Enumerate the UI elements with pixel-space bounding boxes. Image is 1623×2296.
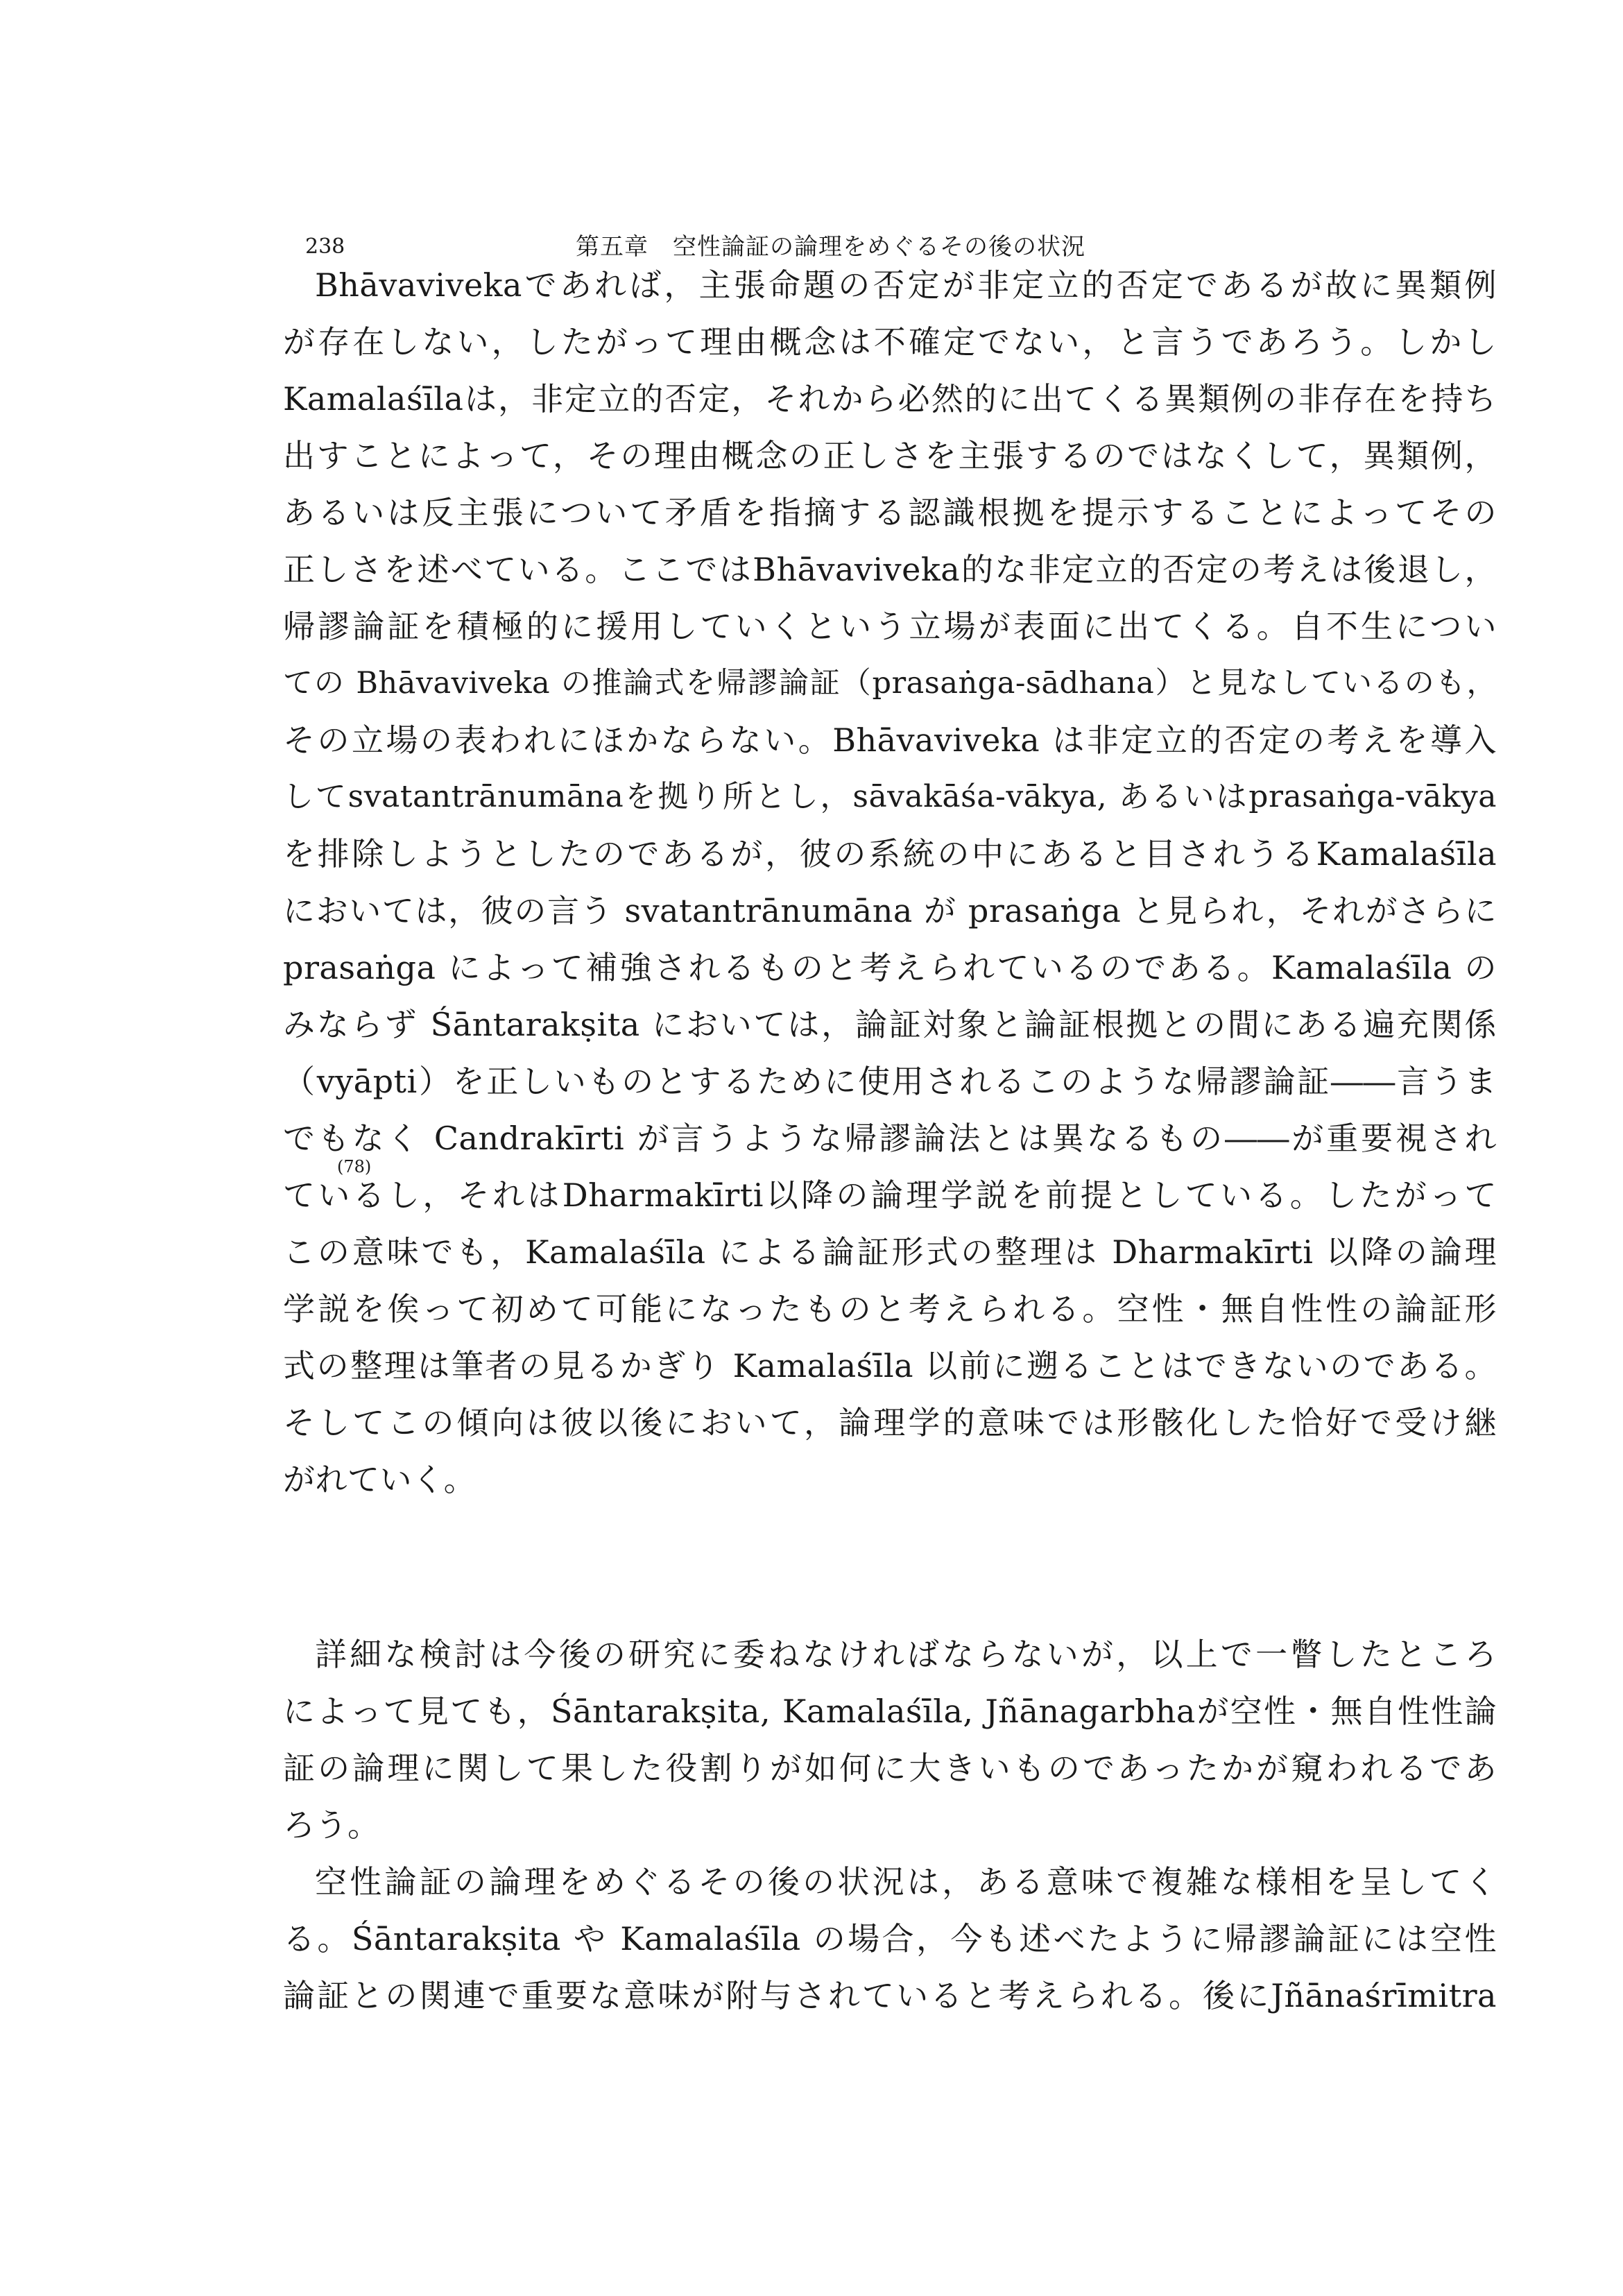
text-line: 詳細な検討は今後の研究に委ねなければならないが，以上で一瞥したところ — [315, 1636, 1497, 1673]
text-line: 論証との関連で重要な意味が附与されていると考えられる。後にJñānaśrīmitra — [283, 1977, 1497, 2014]
text-line: 帰謬論証を積極的に援用していくという立場が表面に出てくる。自不生につい — [283, 608, 1497, 645]
text-line: 空性論証の論理をめぐるその後の状況は，ある意味で複雑な様相を呈してく — [315, 1863, 1497, 1901]
text-line: みならず Śāntarakṣita においては，論証対象と論証根拠との間にある遍充関係 — [283, 1006, 1497, 1043]
text-line: あるいは反主張について矛盾を指摘する認識根拠を提示することによってその — [283, 494, 1497, 531]
text-line: 出すことによって，その理由概念の正しさを主張するのではなくして，異類例， — [283, 437, 1497, 474]
text-line: によって見ても，Śāntarakṣita, Kamalaśīla, Jñānagarbhaが空性・無自性性論 — [283, 1693, 1497, 1730]
text-line: （vyāpti）を正しいものとするために使用されるこのような帰謬論証――言うま — [283, 1063, 1497, 1100]
text-line: でもなく Candrakīrti が言うような帰謬論法とは異なるもの――が重要視され — [283, 1120, 1497, 1157]
text-line: においては，彼の言う svatantrānumāna が prasaṅga と見られ，それがさらに — [283, 892, 1497, 929]
text-line: Kamalaśīlaは，非定立的否定，それから必然的に出てくる異類例の非存在を持ち — [283, 380, 1497, 418]
text-line: 式の整理は筆者の見るかぎり Kamalaśīla 以前に遡ることはできないのである。 — [283, 1347, 1497, 1385]
text-line: prasaṅga によって補強されるものと考えられているのである。Kamalaśīla の — [283, 949, 1497, 986]
text-line: る。Śāntarakṣita や Kamalaśīla の場合，今も述べたように帰謬論証には空性 — [283, 1920, 1497, 1957]
text-line: Bhāvavivekaであれば，主張命題の否定が非定立的否定であるが故に異類例 — [315, 266, 1497, 304]
text-line: 正しさを述べている。ここではBhāvaviveka的な非定立的否定の考えは後退し， — [283, 551, 1497, 588]
text-line: が存在しない，したがって理由概念は不確定でない，と言うであろう。しかし — [283, 323, 1497, 361]
text-line: してsvatantrānumānaを拠り所とし，sāvakāśa-vākya, あるいはprasaṅga-vākya — [283, 779, 1497, 814]
text-line: ての Bhāvaviveka の推論式を帰謬論証（prasaṅga-sādhana）と見なしているのも， — [283, 666, 1497, 701]
text-line: がれていく。 — [283, 1461, 476, 1498]
page-number: 238 — [305, 234, 345, 259]
running-title: 第五章 空性論証の論理をめぐるその後の状況 — [576, 233, 1085, 261]
text-line: 学説を俟って初めて可能になったものと考えられる。空性・無自性性の論証形 — [283, 1290, 1497, 1328]
text-line: ているし，それはDharmakīrti以降の論理学説を前提としている。したがって — [283, 1176, 1497, 1214]
text-line: ろう。 — [283, 1806, 380, 1844]
text-line: を排除しようとしたのであるが，彼の系統の中にあると目されうるKamalaśīla — [283, 835, 1497, 873]
text-line: そしてこの傾向は彼以後において，論理学的意味では形骸化した恰好で受け継 — [283, 1404, 1497, 1441]
text-line: その立場の表われにほかならない。Bhāvaviveka は非定立的否定の考えを導入 — [283, 721, 1497, 759]
paragraph-gap — [283, 1508, 1497, 1626]
text-line: 証の論理に関して果した役割りが如何に大きいものであったかが窺われるであ — [283, 1749, 1497, 1787]
footnote-reference: (78) — [337, 1157, 372, 1176]
text-line: この意味でも，Kamalaśīla による論証形式の整理は Dharmakīrti 以降の論理 — [283, 1233, 1497, 1271]
body-text — [283, 257, 1497, 2024]
